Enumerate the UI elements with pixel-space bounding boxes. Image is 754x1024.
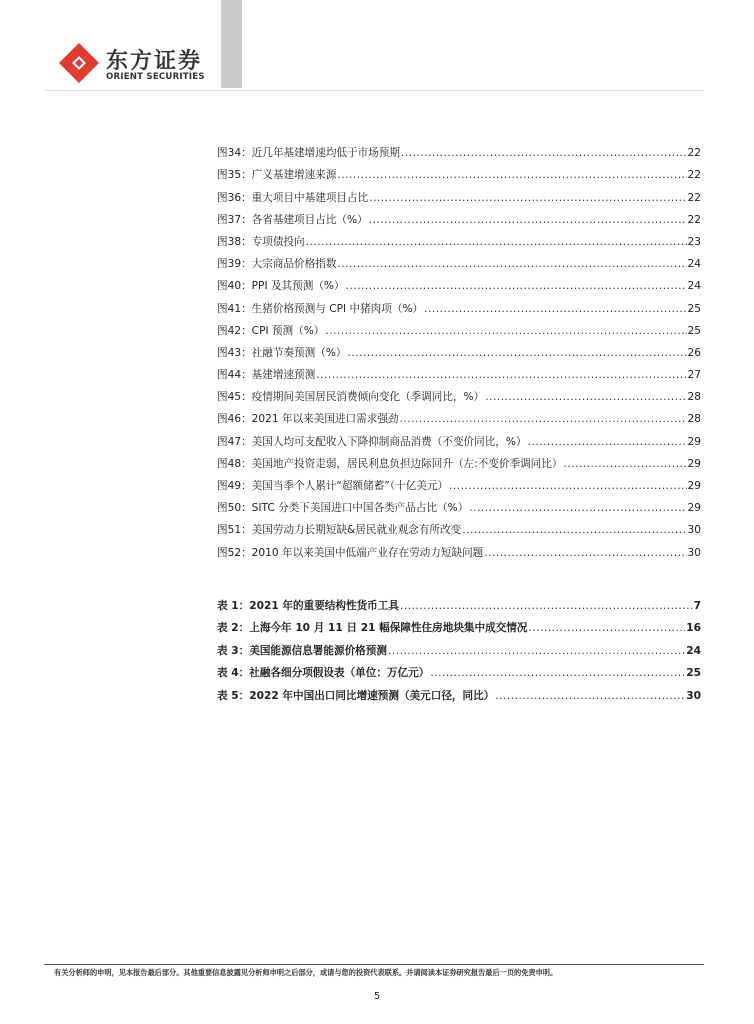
entry-page-number: 24 bbox=[687, 280, 701, 293]
entry-page-number: 24 bbox=[687, 258, 701, 271]
dot-leader bbox=[528, 621, 685, 635]
footer-divider bbox=[44, 964, 704, 965]
entry-label: 图46： bbox=[217, 413, 252, 426]
orient-securities-logo-icon bbox=[58, 42, 100, 84]
entry-title: PPI 及其预测（%） bbox=[251, 280, 345, 293]
toc-entry[interactable] bbox=[217, 537, 701, 559]
entry-page-number: 30 bbox=[687, 546, 701, 559]
toc-entry[interactable] bbox=[217, 360, 701, 382]
entry-label: 表 3： bbox=[217, 644, 250, 657]
entry-title: 美国地产投资走弱，居民利息负担边际回升（左:不变价季调同比） bbox=[251, 457, 563, 470]
toc-entry[interactable] bbox=[217, 471, 701, 493]
entry-label: 图52： bbox=[217, 546, 252, 559]
entry-page-number: 28 bbox=[687, 413, 701, 426]
toc-entry[interactable] bbox=[217, 426, 701, 448]
entry-label: 图44： bbox=[217, 369, 252, 382]
entry-label: 图35： bbox=[217, 169, 252, 182]
header-divider bbox=[44, 90, 704, 91]
toc-entry[interactable] bbox=[217, 493, 701, 515]
entry-title: 疫情期间美国居民消费倾向变化（季调同比，%） bbox=[251, 391, 485, 404]
toc-entry[interactable] bbox=[217, 205, 701, 227]
dot-leader bbox=[369, 213, 687, 227]
toc-entry[interactable] bbox=[217, 271, 701, 293]
entry-title: 生猪价格预测与 CPI 中猪肉项（%） bbox=[251, 302, 424, 315]
entry-title: 社融各细分项假设表（单位：万亿元） bbox=[249, 667, 430, 679]
toc-entry[interactable] bbox=[217, 515, 701, 537]
dot-leader bbox=[348, 346, 687, 360]
entry-page-number: 7 bbox=[693, 599, 701, 612]
entry-title: 美国能源信息署能源价格预测 bbox=[249, 644, 387, 657]
toc-entry[interactable] bbox=[217, 316, 701, 338]
toc-entry[interactable] bbox=[217, 227, 701, 249]
dot-leader bbox=[388, 644, 685, 658]
brand-name-en: ORIENT SECURITIES bbox=[106, 72, 205, 82]
dot-leader bbox=[337, 257, 686, 271]
entry-page-number: 22 bbox=[687, 213, 701, 226]
dot-leader bbox=[316, 368, 686, 382]
entry-title: 重大项目中基建项目占比 bbox=[251, 191, 369, 204]
dot-leader bbox=[400, 599, 693, 613]
entry-label: 图37： bbox=[217, 213, 252, 226]
dot-leader bbox=[528, 435, 687, 449]
footer-disclaimer: 有关分析师的申明，见本报告最后部分。其他重要信息披露见分析师申明之后部分，或请与您的投资代表联系。并请阅读本证券研究报告最后一页的免责申明。 bbox=[54, 968, 558, 977]
toc-entry[interactable] bbox=[217, 138, 701, 160]
toc-entry[interactable] bbox=[217, 338, 701, 360]
entry-title: 2021 年以来美国进口需求强劲 bbox=[251, 413, 399, 426]
toc-entry[interactable] bbox=[217, 680, 701, 703]
entry-page-number: 22 bbox=[687, 147, 701, 160]
dot-leader bbox=[563, 457, 686, 471]
dot-leader bbox=[495, 689, 685, 703]
toc-entry[interactable] bbox=[217, 635, 701, 658]
dot-leader bbox=[337, 168, 686, 182]
dot-leader bbox=[401, 146, 687, 160]
entry-label: 图40： bbox=[217, 280, 252, 293]
entry-label: 图48： bbox=[217, 457, 252, 470]
entry-label: 图38： bbox=[217, 235, 252, 248]
entry-title: 2010 年以来美国中低端产业存在劳动力短缺问题 bbox=[251, 546, 484, 559]
toc-entry[interactable] bbox=[217, 249, 701, 271]
entry-label: 图36： bbox=[217, 191, 252, 204]
entry-title: 基建增速预测 bbox=[251, 369, 316, 382]
entry-title: 广义基建增速来源 bbox=[251, 169, 337, 182]
dot-leader bbox=[369, 191, 686, 205]
dot-leader bbox=[400, 412, 687, 426]
entry-label: 图42： bbox=[217, 324, 252, 337]
toc-entry[interactable] bbox=[217, 160, 701, 182]
toc-entry[interactable] bbox=[217, 449, 701, 471]
dot-leader bbox=[484, 546, 686, 560]
entry-page-number: 30 bbox=[686, 689, 701, 702]
toc-entry[interactable] bbox=[217, 590, 701, 613]
dot-leader bbox=[485, 390, 686, 404]
brand-name-cn: 东方证券 bbox=[106, 49, 203, 74]
entry-label: 表 1： bbox=[217, 599, 250, 612]
entry-page-number: 29 bbox=[687, 457, 701, 470]
entry-label: 图34： bbox=[217, 147, 252, 160]
entry-page-number: 23 bbox=[687, 235, 701, 248]
entry-label: 图41： bbox=[217, 302, 252, 315]
brand-logo bbox=[58, 42, 228, 86]
entry-title: SITC 分类下美国进口中国各类产品占比（%） bbox=[251, 502, 469, 515]
entry-page-number: 29 bbox=[687, 502, 701, 515]
entry-label: 表 5： bbox=[217, 689, 250, 702]
entry-page-number: 16 bbox=[686, 622, 701, 634]
entry-label: 表 2： bbox=[217, 622, 250, 634]
toc-entry[interactable] bbox=[217, 293, 701, 315]
entry-title: 各省基建项目占比（%） bbox=[251, 213, 368, 226]
entry-page-number: 24 bbox=[686, 644, 701, 657]
entry-title: 2022 年中国出口同比增速预测（美元口径，同比） bbox=[249, 689, 495, 702]
entry-label: 图39： bbox=[217, 258, 252, 271]
entry-page-number: 25 bbox=[686, 667, 701, 679]
page-number: 5 bbox=[373, 991, 381, 1002]
toc-entry[interactable] bbox=[217, 404, 701, 426]
entry-label: 图47： bbox=[217, 435, 252, 448]
entry-page-number: 25 bbox=[687, 302, 701, 315]
toc-entry[interactable] bbox=[217, 382, 701, 404]
dot-leader bbox=[325, 324, 686, 338]
entry-label: 图49： bbox=[217, 480, 252, 492]
entry-title: 上海今年 10 月 11 日 21 幅保障性住房地块集中成交情况 bbox=[249, 622, 528, 634]
entry-page-number: 26 bbox=[687, 346, 701, 359]
entry-page-number: 28 bbox=[687, 391, 701, 404]
entry-title: 专项债投向 bbox=[251, 235, 305, 248]
entry-page-number: 25 bbox=[687, 324, 701, 337]
entry-title: 社融节奏预测（%） bbox=[251, 346, 347, 359]
entry-title: 美国当季个人累计“超额储蓄”（十亿美元） bbox=[251, 480, 449, 492]
toc-entry[interactable] bbox=[217, 182, 701, 204]
entry-page-number: 29 bbox=[687, 480, 701, 492]
entry-label: 图50： bbox=[217, 502, 252, 515]
dot-leader bbox=[462, 523, 686, 537]
entry-label: 图45： bbox=[217, 391, 252, 404]
entry-page-number: 29 bbox=[687, 435, 701, 448]
figure-list bbox=[217, 138, 701, 560]
dot-leader bbox=[469, 501, 686, 515]
entry-title: 美国人均可支配收入下降抑制商品消费（不变价同比，%） bbox=[251, 435, 527, 448]
entry-title: 美国劳动力长期短缺&居民就业观念有所改变 bbox=[251, 524, 462, 537]
entry-title: 大宗商品价格指数 bbox=[251, 258, 337, 271]
table-list bbox=[217, 590, 701, 703]
toc-entry[interactable] bbox=[217, 613, 701, 636]
entry-label: 图43： bbox=[217, 346, 252, 359]
dot-leader bbox=[430, 666, 685, 680]
entry-label: 图51： bbox=[217, 524, 252, 537]
entry-title: 2021 年的重要结构性货币工具 bbox=[249, 599, 399, 612]
dot-leader bbox=[449, 479, 686, 493]
entry-title: 近几年基建增速均低于市场预期 bbox=[251, 147, 400, 160]
entry-label: 表 4： bbox=[217, 667, 250, 679]
dot-leader bbox=[306, 235, 687, 249]
entry-page-number: 22 bbox=[687, 191, 701, 204]
entry-page-number: 30 bbox=[687, 524, 701, 537]
toc-entry[interactable] bbox=[217, 658, 701, 681]
entry-page-number: 27 bbox=[687, 369, 701, 382]
entry-title: CPI 预测（%） bbox=[251, 324, 325, 337]
dot-leader bbox=[346, 279, 687, 293]
entry-page-number: 22 bbox=[687, 169, 701, 182]
dot-leader bbox=[424, 302, 686, 316]
